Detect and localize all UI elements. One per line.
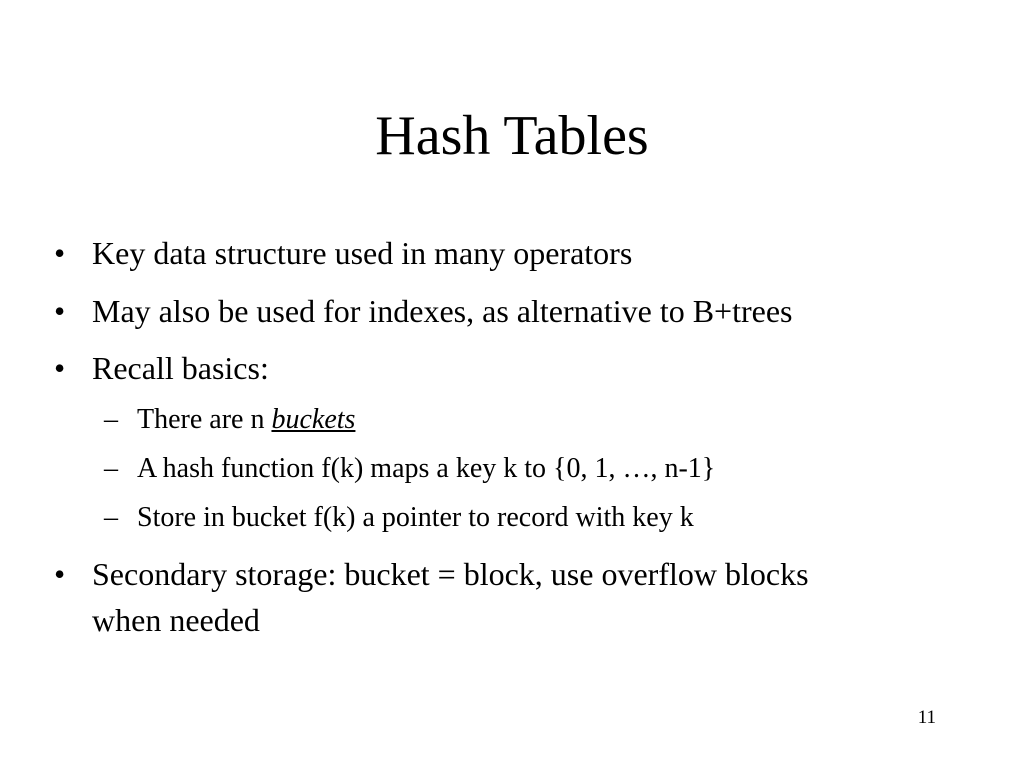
bullet-marker: • <box>54 235 66 271</box>
page-number: 11 <box>917 707 936 728</box>
sub-bullet-text <box>137 402 964 438</box>
bullet-text: Recall basics: <box>92 350 269 386</box>
bullet-marker: • <box>54 293 66 329</box>
bullet-marker: • <box>54 350 66 386</box>
sub-bullet-item <box>104 402 964 438</box>
sub-bullet-marker: – <box>104 453 118 484</box>
sub-bullet-marker: – <box>104 404 118 435</box>
sub-bullet-marker: – <box>104 502 118 533</box>
emphasized-term: buckets <box>271 404 356 435</box>
sub-bullet-text: Store in bucket f(k) a pointer to record with key k <box>137 502 694 533</box>
slide-title: Hash Tables <box>375 105 649 167</box>
bullet-item <box>54 551 874 643</box>
sub-bullet-prefix: There are n <box>137 404 272 435</box>
bullet-text: Secondary storage: bucket = block, use overflow blocks when needed <box>92 556 809 638</box>
sub-bullet-item <box>104 500 964 536</box>
bullet-item <box>54 230 974 276</box>
bullet-item <box>54 288 974 334</box>
bullet-item <box>54 345 974 391</box>
sub-bullet-text: A hash function f(k) maps a key k to {0, 1, …, n-1} <box>137 453 716 484</box>
bullet-marker: • <box>54 556 66 592</box>
bullet-text: Key data structure used in many operators <box>92 235 633 271</box>
sub-bullet-item <box>104 451 964 487</box>
bullet-text: May also be used for indexes, as alternative to B+trees <box>92 293 793 329</box>
